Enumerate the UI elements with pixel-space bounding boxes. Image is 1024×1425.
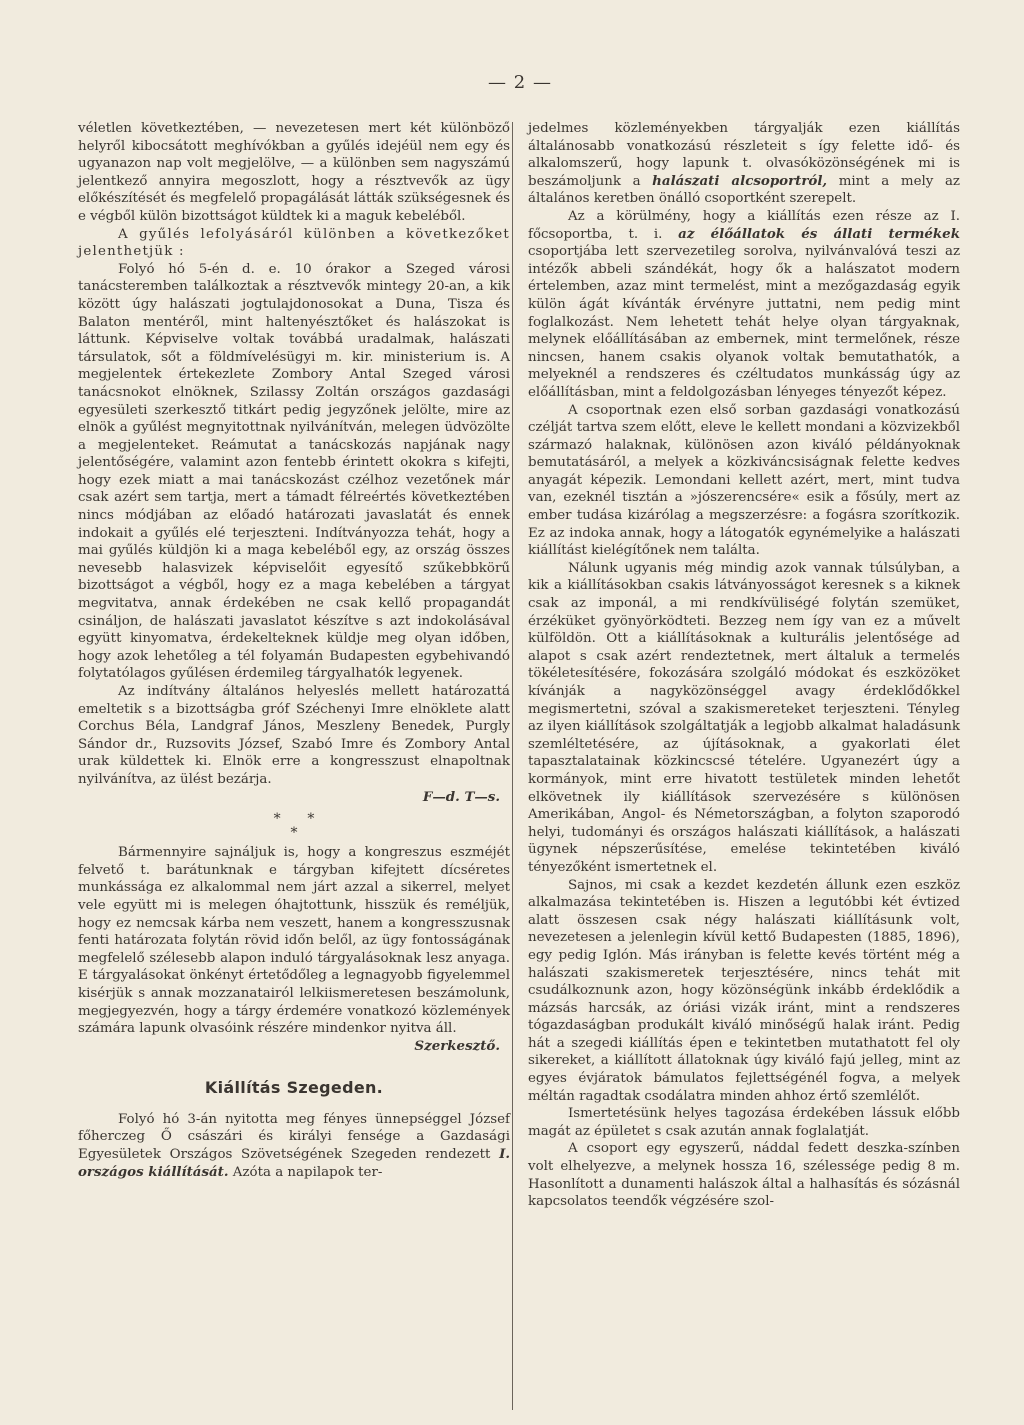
emphasis-text: az élőállatok és állati termékek (678, 225, 960, 242)
star-separator (78, 812, 510, 840)
paragraph: Sajnos, mi csak a kezdet kezdetén állunk ezen eszköz alkalmazása tekintetében is. Hiszen a legutóbbi két évtized alatt összesen csak négy halászati kiállításunk volt, nevezetesen a jelenlegin kívül kettő Budapesten (1885, 1896), egy pedig Iglón. Más irányban is felette kevés történt még a halászati szakismeretek terjesztésére, nincs tehát mit csudálkoznunk azon, hogy közönségünk inkább érdeklődik a mázsás harcsák, az óriási vizák iránt, mint a rendszeres tógazdaságban produkált kiváló minőségű halak iránt. Pedig hát a szegedi kiállítás épen e tekintetben mutathatott fel oly sikereket, a kiállított állatoknak úgy kiváló fajú jelleg, mint az egyes évjáratok bámulatos fejlettségénél fogva, a melyek méltán ragadtak csodálatra minden ahhoz értő szemlélőt. (528, 877, 960, 1104)
paragraph (528, 120, 960, 208)
signature: Szerkesztő. (414, 1037, 500, 1054)
paragraph-text: csoportjába lett szervezetileg sorolva, nyilvánvalóvá teszi az intézők abbeli szándékát, hogy ők a halászatot modern értelemben, azaz mint termelést, mint a mezőgazdaság egyik külön ágát kívánták érvényre juttatni, nem pedig mint foglalkozást. Nem lehetett tehát helye olyan tárgyaknak, melynek előállításában az embernek, mint termelőnek, része nincsen, hanem csakis olyanok voltak bemutathatók, a melyeknél a rendszeres és czéltudatos munkásság úgy az előállításban, mint a feldolgozásban lényeges tényezőt képez. (528, 244, 960, 400)
paragraph-text: Folyó hó 3-án nyitotta meg fényes ünnepséggel József főherczeg Ő császári és királyi fensége a Gazdasági Egyesületek Országos Szövetségének Szegeden rendezett (78, 1111, 510, 1163)
paragraph-text: jedelmes közleményekben tárgyalják ezen kiállítás általánosabb vonatkozású részleteit s így felette idő- és alkalomszerű, hogy lapunk t. olvasóközönségének mi is beszámoljunk a (528, 121, 960, 189)
right-column (528, 120, 960, 1211)
emphasis-text: halászati alcsoportról, (652, 172, 828, 189)
paragraph (528, 208, 960, 402)
paragraph: Nálunk ugyanis még mindig azok vannak túlsúlyban, a kik a kiállításokban csakis látványosságot keresnek s a kiknek csak az imponál, a mi rendkívüliségé folytán szemüket, érzéküket gyönyörködteti. Bezzeg nem így van ez a művelt külföldön. Ott a kiállításoknak a kulturális jelentősége ad alapot s csak azért rendeztetnek, mert általuk a termelés tökéletesítésére, fokozására szolgáló módokat és eszközöket kívánják a nagyközönséggel avagy érdeklődőkkel megismertetni, szóval a szakismereteket terjeszteni. Tényleg az ilyen kiállítások szolgáltatják a legjobb alkalmat haladásunk szemléltetésére, az újításoknak, a gyakorlati élet tapasztalatainak közkincscsé tételére. Ugyanezért úgy a kormányok, mint erre hivatott testületek minden lehetőt elkövetnek ily kiállítások szervezésére s különösen Amerikában, Angol- és Németországban, a folyton szaporodó helyi, tudományi és országos halászati kiállítások, a halászati ügynek népszerűsítése, emelése tekintetében kiváló tényezőként ismertetnek el. (528, 560, 960, 875)
paragraph-text: Azóta a napilapok ter- (228, 1164, 383, 1180)
column-divider (512, 122, 513, 1410)
paragraph: A csoport egy egyszerű, náddal fedett deszka-színben volt elhelyezve, a melynek hossza 16, szélessége pedig 8 m. Hasonlított a dunamenti halászok által a halhasítás és sózásnál kapcsolatos teendők végzésére szol- (528, 1141, 960, 1210)
section-heading: Kiállítás Szegeden. (204, 1078, 384, 1098)
paragraph-text: mint a mely az általános keretben önálló csoportként szerepelt. (528, 173, 960, 207)
signature: F—d. T—s. (422, 788, 500, 805)
paragraph (78, 226, 510, 261)
paragraph: A csoportnak ezen első sorban gazdasági vonatkozású czélját tartva szem előtt, eleve le kellett mondani a közvizekből származó halaknak, különösen azon kiváló példányoknak bemutatásáról, a melyek a közkiváncsiságnak felette kedves anyagát képezik. Lemondani kellett azért, mert, mint tudva van, ezeknél tisztán a »jószerencsére« esik a fősúly, mert az ember tudása kizárólag a megszerzésre: a fogásra szorítkozik. Ez az indoka annak, hogy a látogatók egynémelyike a halászati kiállítást kielégítőnek nem találta. (528, 402, 960, 559)
paragraph-text: Az a körülmény, hogy a kiállítás ezen része az I. főcsoportba, t. i. (528, 208, 960, 242)
paragraph (78, 1111, 510, 1181)
emphasis-text: I. országos kiállítását. (78, 1146, 510, 1180)
left-column (78, 120, 510, 1181)
paragraph: véletlen következtében, — nevezetesen mert két különböző helyről kibocsátott meghívókban a gyűlés idejéül nem egy és ugyanazon nap volt megjelölve, — a különben sem nagyszámú jelentkező annyira megoszlott, hogy a résztvevők az ügy előkészítését és megfelelő propagálását látták szükségesnek és e végből külön bizottságot küldtek ki a maguk kebeléből. (78, 121, 510, 224)
paragraph: Folyó hó 5-én d. e. 10 órakor a Szeged városi tanácsteremben találkoztak a résztvevők mintegy 20-an, a kik között úgy halászati jogtulajdonosokat a Duna, Tisza és Balaton mentéről, mint haltenyésztőket és halászokat is láttunk. Képviselve voltak továbbá uradalmak, halászati társulatok, sőt a földmívelésügyi m. kir. ministerium is. A megjelentek értekezlete Zombory Antal Szeged városi tanácsnokot elnöknek, Szilassy Zoltán országos gazdasági egyesületi szerkesztő titkárt pedig jegyzőnek jelölte, mire az elnök a gyűlést megnyitottnak nyilvánítván, melegen üdvözölte a megjelenteket. Reámutat a tanácskozás napjának nagy jelentőségére, valamint azon fentebb érintett okokra s kifejti, hogy ezek miatt a mai tanácskozást czélhoz vezetőnek már csak azért sem tartja, mert a támadt félreértés következtében nincs módjában az előadó határozati javaslatát és ennek indokait a gyűlés elé terjeszteni. Indítványozza tehát, hogy a mai gyűlés küldjön ki a maga kebeléből egy, az ország összes nevesebb halasvizek képviselőit egyesítő szűkebbkörű bizottságot a végből, hogy ez a maga kebelében a tárgyat megvitatva, annak érdekében ne csak kellő propagandát csináljon, de halászati javaslatot készítve s azt indokolásával együtt kinyomatva, érdekelteknek küldje meg olyan időben, hogy azok lehetőleg a tél folyamán Budapesten egybehivandó folytatólagos gyűlésen érdemileg tárgyalhatók legyenek. (78, 261, 510, 682)
paragraph: Bármennyire sajnáljuk is, hogy a kongreszus eszméjét felvető t. barátunknak e tárgyban kifejtett dícséretes munkássága ez alkalommal nem járt azzal a sikerrel, melyet vele együtt mi is melegen óhajtottunk, hisszük és reméljük, hogy ez nemcsak kárba nem veszett, hanem a kongresszusnak fenti határozata folytán rövid időn belől, az ügy fontosságának megfelelő szélesebb alapon induló tárgyalásoknak lesz anyaga. E tárgyalásokat önkényt értetődőleg a legnagyobb figyelemmel kisérjük s annak mozzanatairól lelkiismeretesen beszámolunk, megjegyezvén, hogy a tárgy érdemére vonatkozó közlemények számára lapunk olvasóink részére mindenkor nyitva áll. (78, 845, 510, 1037)
paragraph-text: A gyűlés lefolyásáról különben a következőket jelenthetjük : (78, 226, 510, 260)
paragraph: Az indítvány általános helyeslés mellett határozattá emeltetik s a bizottságba gróf Széchenyi Imre elnöklete alatt Corchus Béla, Landgraf János, Meszleny Benedek, Purgly Sándor dr., Ruzsovits József, Szabó Imre és Zombory Antal urak küldettek ki. Elnök erre a kongresszust elnapoltnak nyilvánítva, az ülést bezárja. (78, 684, 510, 787)
paragraph: Ismertetésünk helyes tagozása érdekében lássuk előbb magát az épületet s csak azután annak foglalatját. (528, 1106, 960, 1139)
star-row-top: * * (273, 811, 315, 828)
page-number: — 2 — (488, 72, 552, 93)
star-row-bottom: * (290, 825, 298, 842)
